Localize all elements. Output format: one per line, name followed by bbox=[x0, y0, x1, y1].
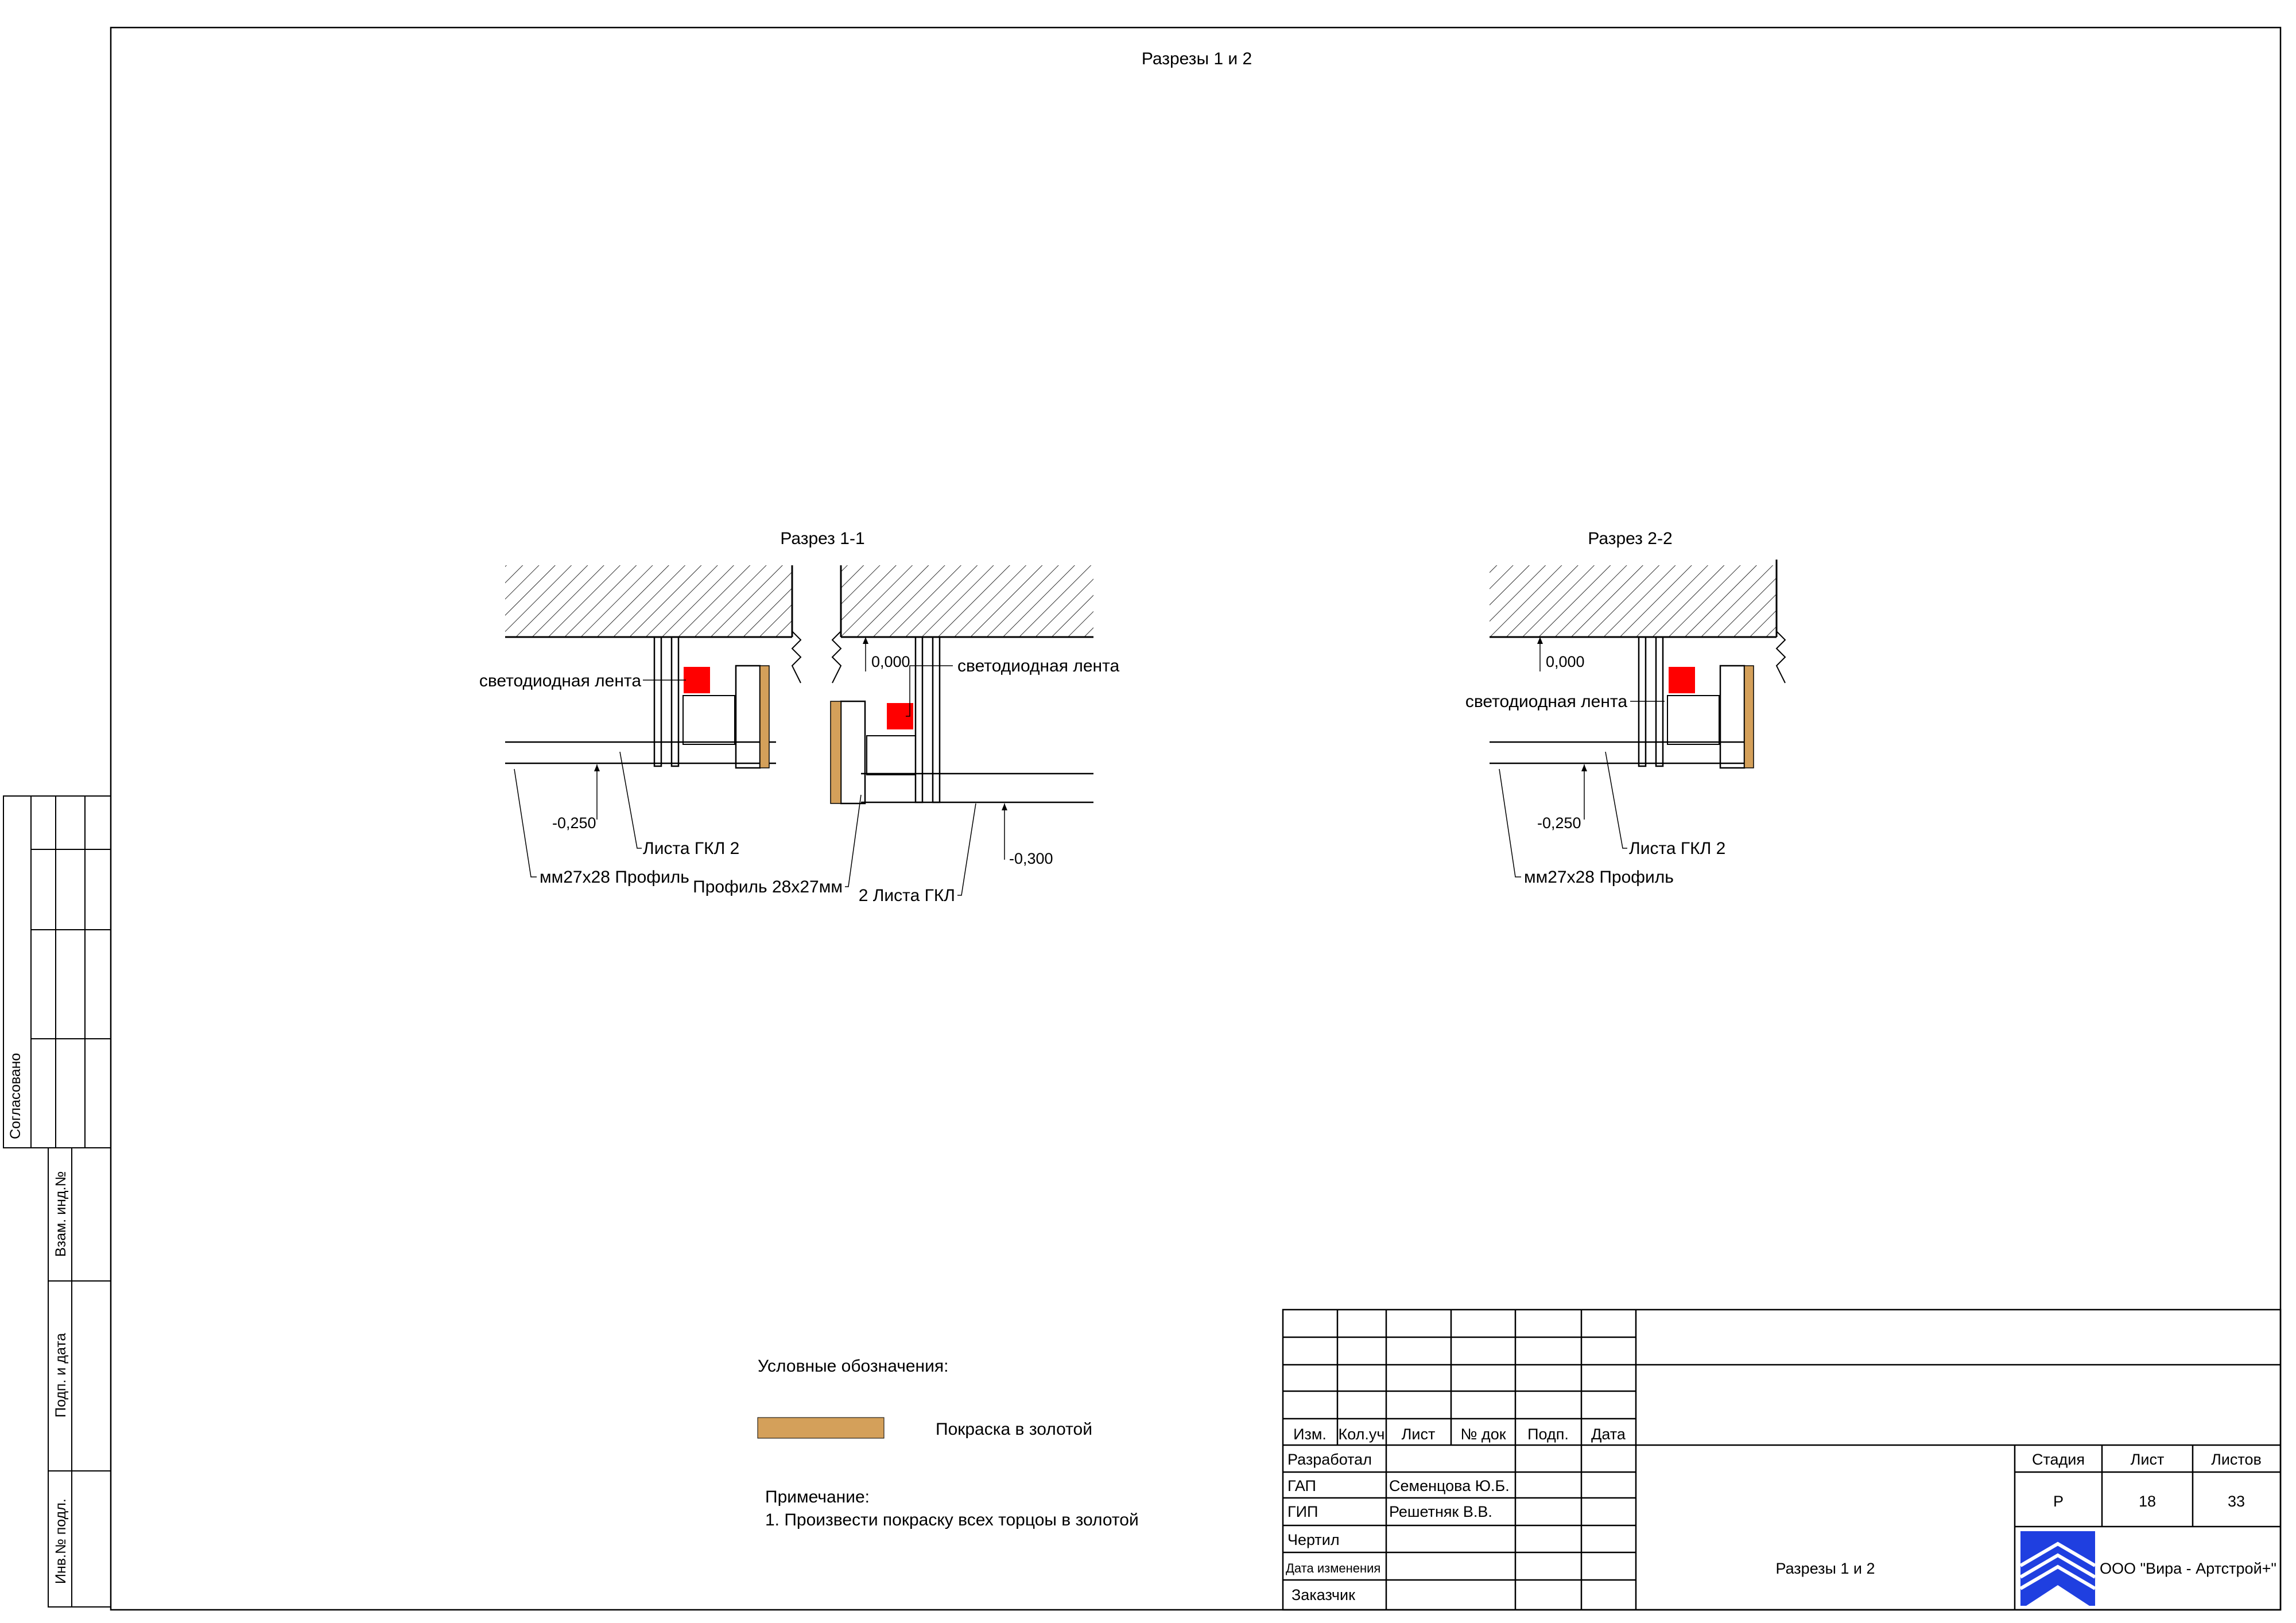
tb-header-izm: Изм. bbox=[1293, 1426, 1327, 1443]
slab-left-hatch bbox=[505, 565, 792, 637]
section-1-title: Разрез 1-1 bbox=[780, 529, 865, 548]
stamp-agreed: Согласовано bbox=[7, 1053, 24, 1139]
tb-sheets-header: Листов bbox=[2211, 1451, 2262, 1468]
label-led-2: светодиодная лента bbox=[1465, 692, 1627, 711]
section-2-drawing bbox=[1465, 529, 1785, 887]
break-mark-left bbox=[792, 631, 801, 683]
tb-role-gip: ГИП bbox=[1287, 1503, 1318, 1520]
label-gkl-2: Листа ГКЛ 2 bbox=[1629, 839, 1726, 858]
label-level-left-1: -0,250 bbox=[552, 814, 596, 832]
section-2-title: Разрез 2-2 bbox=[1588, 529, 1673, 548]
tb-header-list: Лист bbox=[1401, 1426, 1436, 1443]
label-level-zero-2: 0,000 bbox=[1546, 653, 1585, 670]
label-gkl-left-1: Листа ГКЛ 2 bbox=[643, 839, 740, 858]
gold-edge-right bbox=[831, 701, 841, 803]
gold-edge-2 bbox=[1744, 666, 1754, 768]
label-level-zero-1: 0,000 bbox=[871, 653, 910, 670]
label-profile-left-1: мм27х28 Профиль bbox=[540, 868, 689, 887]
label-profile-mid-1: Профиль 28х27мм bbox=[693, 877, 843, 896]
sheet-frame bbox=[111, 28, 2281, 1610]
tb-header-doc: № док bbox=[1460, 1426, 1506, 1443]
tb-role-drew: Чертил bbox=[1287, 1531, 1340, 1548]
label-gkl-right-1: 2 Листа ГКЛ bbox=[858, 886, 955, 905]
stamp-inv-no: Инв.№ подл. bbox=[53, 1498, 69, 1584]
stamp-sign-date: Подп. и дата bbox=[53, 1333, 69, 1418]
label-profile-2: мм27х28 Профиль bbox=[1524, 868, 1674, 887]
note-text: 1. Произвести покраску всех торцоы в золотой bbox=[765, 1511, 1139, 1529]
legend-item-label: Покраска в золотой bbox=[936, 1420, 1092, 1439]
stamp-replace-inv: Взам. инд.№ bbox=[53, 1171, 69, 1257]
legend-swatch-gold bbox=[758, 1418, 884, 1438]
led-strip-left bbox=[684, 667, 710, 693]
tb-header-date: Дата bbox=[1591, 1426, 1626, 1443]
break-mark-right bbox=[832, 631, 841, 683]
break-mark-2 bbox=[1777, 631, 1785, 683]
tb-header-kolvo: Кол.уч bbox=[1338, 1426, 1385, 1443]
label-level-2: -0,250 bbox=[1537, 814, 1581, 832]
tb-stage-value: Р bbox=[2053, 1493, 2064, 1510]
tb-name-gap: Семенцова Ю.Б. bbox=[1389, 1477, 1510, 1494]
tb-sheets-value: 33 bbox=[2227, 1493, 2245, 1510]
sheet-title: Разрезы 1 и 2 bbox=[1141, 49, 1252, 68]
tb-name-gip: Решетняк В.В. bbox=[1389, 1503, 1492, 1520]
gold-edge-left bbox=[760, 666, 769, 768]
tb-sheet-header: Лист bbox=[2130, 1451, 2165, 1468]
tb-company: ООО "Вира - Артстрой+" bbox=[2099, 1560, 2277, 1577]
tb-header-sign: Подп. bbox=[1527, 1426, 1569, 1443]
tb-drawing-name: Разрезы 1 и 2 bbox=[1775, 1560, 1875, 1577]
section-1-drawing bbox=[479, 529, 1120, 905]
note-title: Примечание: bbox=[765, 1488, 870, 1506]
slab-right-hatch bbox=[841, 565, 1093, 637]
label-led-right: светодиодная лента bbox=[957, 657, 1120, 675]
legend-title: Условные обозначения: bbox=[758, 1357, 949, 1376]
company-logo bbox=[2020, 1531, 2095, 1606]
tb-sheet-value: 18 bbox=[2138, 1493, 2157, 1510]
tb-role-change-date: Дата изменения bbox=[1286, 1561, 1381, 1575]
tb-role-developed: Разработал bbox=[1287, 1451, 1372, 1468]
tb-stage-header: Стадия bbox=[2031, 1451, 2085, 1468]
slab-2-hatch bbox=[1490, 565, 1777, 637]
label-led-left: светодиодная лента bbox=[479, 671, 641, 690]
led-strip-2 bbox=[1669, 667, 1695, 693]
tb-role-gap: ГАП bbox=[1287, 1477, 1316, 1494]
tb-role-client: Заказчик bbox=[1292, 1586, 1355, 1603]
label-level-right-1: -0,300 bbox=[1009, 850, 1053, 867]
